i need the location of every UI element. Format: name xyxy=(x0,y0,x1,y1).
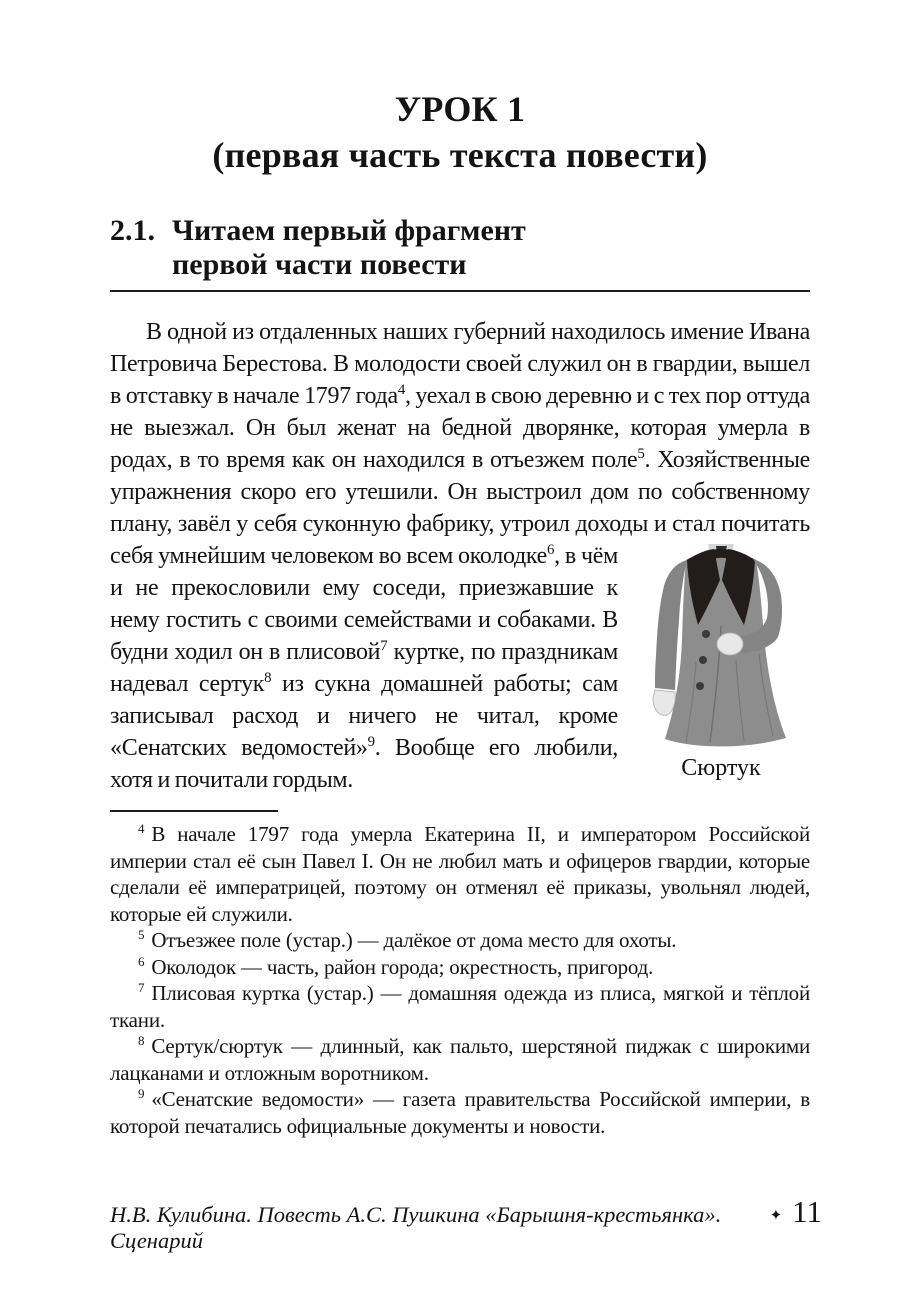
footnote-item xyxy=(110,1086,810,1139)
footnote-marker: 6 xyxy=(138,953,145,969)
footnote-text: Сертук/сюртук — длинный, как пальто, шерстяной пиджак с широкими лацканами и отложным воротником. xyxy=(110,1034,810,1085)
coat-button xyxy=(699,656,707,664)
figure-frock-coat xyxy=(632,542,810,782)
section-heading xyxy=(110,214,810,282)
story-paragraph xyxy=(110,316,810,796)
left-glove-shape xyxy=(653,690,675,715)
story-text-before-figure: В одной из отдаленных наших губерний находилось имение Ивана Петровича Берестова. В молодости своей служил он в гвардии, вышел в отставку в начале 1797 года$^4$, уехал в свою деревню и с тех пор оттуда не выезжал. Он был женат на бедной дворянке, которая умерла в родах, в то время как он находился в отъезжем поле$^5$. Хозяйственные упражнения скоро его утешили. Он выстроил дом по собственному плану, завёл у себя суконную фабрику, утроил доходы и стал почитать себя умнейшим xyxy=(110,319,810,569)
footnote-marker: 4 xyxy=(138,821,145,836)
footnote-marker: 8 xyxy=(138,1033,145,1048)
lesson-title-line2: (первая часть текста повести) xyxy=(212,135,708,175)
section-title-line2: первой части повести xyxy=(172,248,467,281)
footnote-text: «Сенатские ведомости» — газета правительства Российской империи, в которой печатались официальные документы и новости. xyxy=(110,1087,810,1138)
footnote-item xyxy=(110,1033,810,1086)
footnote-item xyxy=(110,821,810,927)
coat-button xyxy=(702,630,710,638)
section-number: 2.1. xyxy=(110,214,155,247)
running-footer xyxy=(110,1194,822,1254)
footnote-text: В начале 1797 года умерла Екатерина II, и императором Российской империи стал её сын Павел I. Он не любил мать и офицеров гвардии, которые сделали её императрицей, поэтому он отменял её приказы, увольнял людей, которые ей служили. xyxy=(110,822,810,926)
coat-button xyxy=(696,682,704,690)
footnote-marker: 5 xyxy=(138,927,145,942)
story-text-after-figure: человеком во всем околодке$^6$, в чём и не прекословили ему соседи, приезжавшие к нему гостить с своими семействами и собаками. В будни ходил он в плисовой$^7$ куртке, по праздникам надевал сертук$^8$ из сукна домашней работы; сам записывал расход и ничего не читал, кроме «Сенатских ведомостей»$^9$. Вообще его любили, хотя и почитали гордым. xyxy=(110,542,618,793)
page-number: 11 xyxy=(792,1194,822,1229)
heading-rule xyxy=(110,290,810,292)
footnotes-block xyxy=(110,821,810,1139)
footnote-marker: 9 xyxy=(138,1086,145,1101)
footnote-item xyxy=(110,980,810,1033)
footnote-separator-rule xyxy=(110,810,278,812)
figure-caption: Сюртук xyxy=(681,755,761,781)
footnote-item xyxy=(110,927,810,954)
section-title-line1: Читаем первый фрагмент xyxy=(172,214,526,247)
footnote-text: Отъезжее поле (устар.) — далёкое от дома место для охоты. xyxy=(151,928,677,952)
footnote-text: Плисовая куртка (устар.) — домашняя одежда из плиса, мягкой и тёплой ткани. xyxy=(110,981,810,1032)
footnote-marker: 7 xyxy=(138,980,145,995)
lesson-title-line1: УРОК 1 xyxy=(394,89,526,129)
right-glove-fist-shape xyxy=(717,633,743,655)
frock-coat-image xyxy=(640,542,802,752)
lesson-title xyxy=(110,86,810,178)
footnote-item xyxy=(110,954,810,981)
footnote-text: Околодок — часть, район города; окрестность, пригород. xyxy=(151,954,654,979)
footer-citation: Н.В. Кулибина. Повесть А.С. Пушкина «Барышня-крестьянка». Сценарий xyxy=(110,1202,722,1253)
four-pointed-star-icon: ✦ xyxy=(769,1208,783,1224)
